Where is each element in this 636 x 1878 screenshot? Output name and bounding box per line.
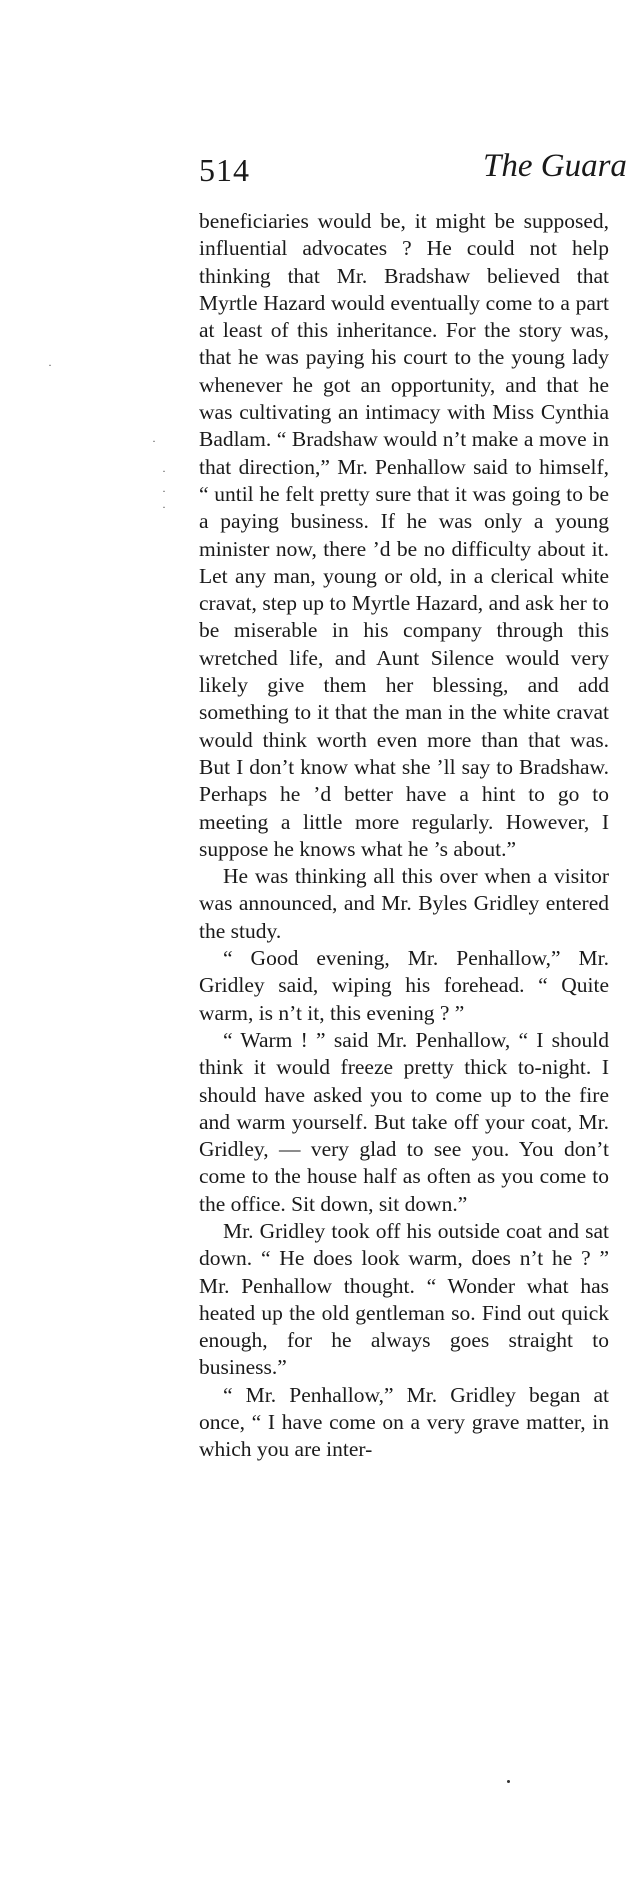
margin-mark: · xyxy=(162,500,166,514)
paragraph: “ Good evening, Mr. Penhallow,” Mr. Gridley said, wiping his forehead. “ Quite warm, is n’t it, this evening ? ” xyxy=(199,946,609,1025)
margin-mark: · xyxy=(48,358,52,372)
paragraph: “ Mr. Penhallow,” Mr. Gridley began at once, “ I have come on a very grave matter, in which you are inter- xyxy=(199,1382,609,1462)
margin-mark: · xyxy=(152,434,156,448)
paragraph: beneficiaries would be, it might be supposed, influential advocates ? He could not help thinking that Mr. Bradshaw believed that Myrtle Hazard would eventually come to a part at least of this inheritance. For the story was, that he was paying his court to the young lady whenever he got an opportunity, and that he was cultivating an intimacy with Miss Cynthia Badlam. “ Bradshaw would n’t make a move in that direction,” Mr. Penhallow said to himself, “ until he felt pretty sure that it was going to be a paying business. If he was only a young minister now, there ’d be no difficulty about it. Let any man, young or old, in a clerical white cravat, step up to Myrtle Hazard, and ask her to be miserable in his company through this wretched life, and Aunt Silence would very likely give them her blessing, and add something to it that the man in the white cravat would think worth even more than that was. But I don’t know what she ’ll say to Bradshaw. Perhaps he ’d better have a hint to go to meeting a little more regularly. However, I suppose he knows what he ’s about.” xyxy=(199,209,609,861)
paragraph: “ Warm ! ” said Mr. Penhallow, “ I should think it would freeze pretty thick to-night. I should have asked you to come up to the fire and warm yourself. But take off your coat, Mr. Gridley, — very glad to see you. You don’t come to the house half as often as you come to the office. Sit down, sit down.” xyxy=(199,1027,609,1216)
body-text xyxy=(199,208,609,1464)
page-number: 514 xyxy=(199,152,250,188)
margin-mark: · xyxy=(162,484,166,498)
paragraph: Mr. Gridley took off his outside coat and sat down. “ He does look warm, does n’t he ? ” Mr. Penhallow thought. “ Wonder what has heated up the old gentleman so. Find out quick enough, for he always goes straight to business.” xyxy=(199,1218,609,1380)
paragraph: He was thinking all this over when a visitor was announced, and Mr. Byles Gridley entered the study. xyxy=(199,864,609,943)
margin-mark: · xyxy=(162,464,166,478)
stray-mark xyxy=(507,1780,510,1783)
running-title: The Guara xyxy=(483,148,627,184)
